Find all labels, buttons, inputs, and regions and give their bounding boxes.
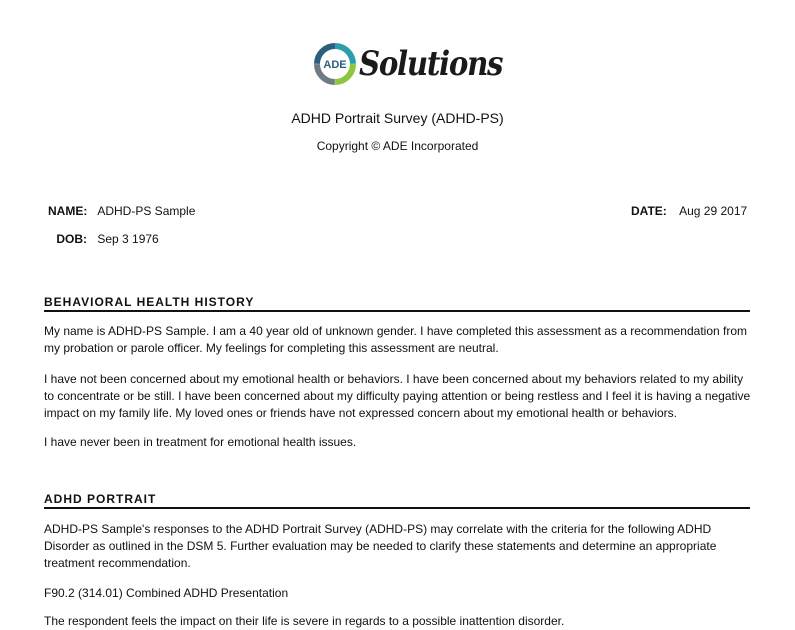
name-field xyxy=(48,203,195,219)
paragraph: I have not been concerned about my emotional health or behaviors. I have been concerned about my behaviors related to my ability to concentrate or be still. I have been concerned about my difficulty paying attention or being restless and I feel it is having a negative impact on my family life. My loved ones or friends have not expressed concern about my emotional health or behaviors. xyxy=(44,372,751,420)
name-label: NAME: xyxy=(48,204,88,218)
paragraph: My name is ADHD-PS Sample. I am a 40 year old of unknown gender. I have completed this assessment as a recommendation from my probation or parole officer. My feelings for completing this assessment are neutral. xyxy=(44,324,748,355)
section-heading-behavioral-health-history: BEHAVIORAL HEALTH HISTORY xyxy=(44,295,750,312)
diagnosis-code: F90.2 (314.01) Combined ADHD Presentation xyxy=(44,586,289,600)
date-field xyxy=(631,203,747,219)
paragraph: The respondent feels the impact on their life is severe in regards to a possible inattention disorder. xyxy=(44,614,565,628)
company-logo xyxy=(313,41,526,87)
copyright-notice: Copyright © ADE Incorporated xyxy=(316,139,479,153)
section-heading-adhd-portrait: ADHD PORTRAIT xyxy=(44,492,750,509)
document-title: ADHD Portrait Survey (ADHD-PS) xyxy=(291,110,504,126)
ade-badge-icon xyxy=(313,42,357,86)
badge-text: ADE xyxy=(323,59,347,71)
paragraph: ADHD-PS Sample's responses to the ADHD Portrait Survey (ADHD-PS) may correlate with the criteria for the following ADHD Disorder as outlined in the DSM 5. Further evaluation may be needed to clarify these statements and determine an appropriate treatment recommendation. xyxy=(44,522,717,570)
dob-field xyxy=(48,231,159,247)
name-value: ADHD-PS Sample xyxy=(97,204,196,218)
date-label: DATE: xyxy=(631,204,667,218)
dob-value: Sep 3 1976 xyxy=(97,232,159,246)
paragraph: I have never been in treatment for emotional health issues. xyxy=(44,435,357,449)
date-value: Aug 29 2017 xyxy=(679,204,748,218)
dob-label: DOB: xyxy=(56,232,87,246)
brand-name: Solutions xyxy=(359,44,503,84)
